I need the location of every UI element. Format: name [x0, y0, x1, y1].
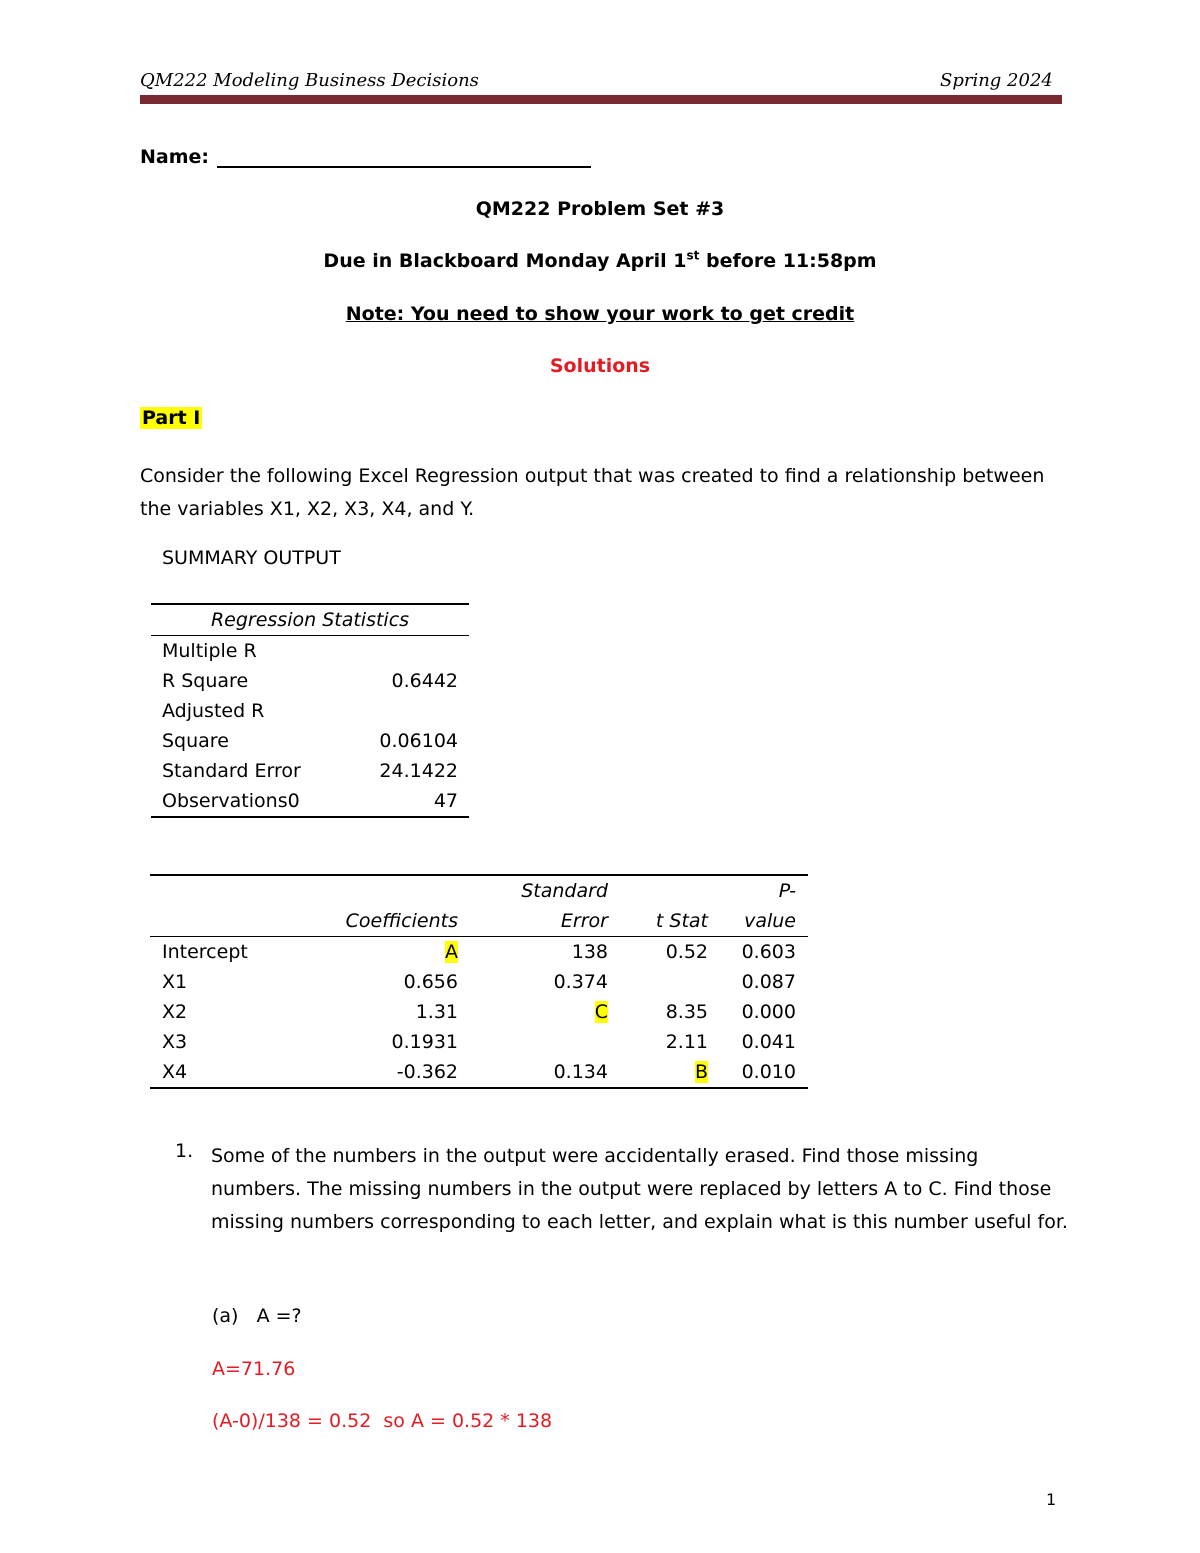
coef-cell — [330, 937, 470, 968]
coef-label: X2 — [162, 1001, 188, 1023]
coef-header — [150, 875, 330, 906]
name-line — [217, 166, 591, 168]
se-cell — [470, 1027, 620, 1057]
coef-header — [150, 906, 330, 937]
question-text: Some of the numbers in the output were accidentally erased. Find those missing numbers. The missing numbers in the output were replaced by letters A to C. Find those missing numbers corresponding to each letter, and explain what is this number useful for. — [211, 1145, 1068, 1233]
stats-row — [151, 636, 469, 667]
t-cell: 8.35 — [665, 1001, 708, 1023]
stats-label: Standard Error — [162, 760, 301, 782]
stats-value: 47 — [433, 790, 458, 812]
summary-title: SUMMARY OUTPUT — [162, 547, 341, 569]
stats-row — [151, 666, 469, 696]
header-rule — [140, 95, 1062, 104]
stats-value: 0.6442 — [391, 670, 458, 692]
se-cell — [470, 997, 620, 1027]
header-course: QM222 Modeling Business Decisions — [140, 70, 479, 91]
due-suffix: before 11:58pm — [699, 250, 877, 272]
regression-stats-table — [151, 603, 469, 818]
p-cell: 0.000 — [741, 1001, 796, 1023]
p-cell: 0.603 — [741, 941, 796, 963]
coef-header — [330, 875, 470, 906]
coef-header: Coefficients — [330, 906, 470, 937]
part-a-label: (a) — [212, 1305, 239, 1327]
part-a-answer: A=71.76 — [212, 1358, 296, 1380]
coef-header: value — [720, 906, 808, 937]
coef-header-row-bottom — [150, 906, 808, 937]
name-label: Name: — [140, 146, 210, 168]
stats-label: Observations0 — [162, 790, 300, 812]
stats-heading: Regression Statistics — [151, 604, 469, 636]
stats-heading-row — [151, 604, 469, 636]
stats-row — [151, 696, 469, 726]
t-cell — [620, 1057, 720, 1088]
se-cell: 0.374 — [553, 971, 608, 993]
stats-label: R Square — [162, 670, 249, 692]
header-term: Spring 2024 — [940, 70, 1053, 91]
coef-label: X1 — [162, 971, 188, 993]
coef-header: Error — [470, 906, 620, 937]
stats-label: Adjusted R — [162, 700, 265, 722]
se-cell: 138 — [571, 941, 608, 963]
p-cell: 0.087 — [741, 971, 796, 993]
stats-value — [350, 636, 469, 667]
missing-value-b: B — [694, 1061, 708, 1083]
se-cell: 0.134 — [553, 1061, 608, 1083]
coef-header: Standard — [521, 880, 608, 902]
t-cell: 0.52 — [665, 941, 708, 963]
missing-value-c: C — [594, 1001, 608, 1023]
stats-value: 0.06104 — [379, 730, 458, 752]
table-row — [150, 967, 808, 997]
table-row — [150, 997, 808, 1027]
t-cell: 2.11 — [665, 1031, 708, 1053]
coef-label: Intercept — [162, 941, 248, 963]
missing-value-a: A — [445, 941, 458, 963]
coef-label: X4 — [162, 1061, 188, 1083]
coef-label: X3 — [162, 1031, 188, 1053]
part-a-question — [212, 1305, 302, 1327]
coef-cell: 1.31 — [415, 1001, 458, 1023]
question-number: 1. — [175, 1140, 194, 1162]
intro-paragraph: Consider the following Excel Regression output that was created to find a relationship between the variables X1, X2, X3, X4, and Y. — [140, 465, 1045, 520]
coefficients-table — [150, 874, 808, 1089]
table-row — [150, 937, 808, 968]
p-cell: 0.041 — [741, 1031, 796, 1053]
t-cell — [620, 967, 720, 997]
due-date — [0, 250, 1200, 272]
table-row — [150, 1027, 808, 1057]
stats-value: 24.1422 — [379, 760, 458, 782]
coef-cell: -0.362 — [396, 1061, 458, 1083]
page-number: 1 — [1046, 1490, 1057, 1509]
due-sup: st — [686, 248, 700, 263]
part-a-text: A =? — [256, 1305, 302, 1327]
stats-row — [151, 756, 469, 786]
stats-value — [350, 696, 469, 726]
coef-header-row-top — [150, 875, 808, 906]
due-prefix: Due in Blackboard Monday April 1 — [323, 250, 687, 272]
part-label: Part I — [142, 407, 201, 429]
part-a-work: (A-0)/138 = 0.52 so A = 0.52 * 138 — [212, 1410, 553, 1432]
coef-header — [620, 875, 720, 906]
coef-cell: 0.656 — [403, 971, 458, 993]
table-row — [150, 1057, 808, 1088]
stats-label: Multiple R — [162, 640, 257, 662]
stats-label: Square — [162, 730, 229, 752]
p-cell: 0.010 — [741, 1061, 796, 1083]
page-title: QM222 Problem Set #3 — [475, 198, 725, 220]
coef-header: P- — [778, 880, 796, 902]
note: Note: You need to show your work to get credit — [345, 303, 855, 325]
solutions-label: Solutions — [549, 355, 651, 377]
stats-row — [151, 726, 469, 756]
stats-row — [151, 786, 469, 817]
coef-cell: 0.1931 — [391, 1031, 458, 1053]
coef-header: t Stat — [620, 906, 720, 937]
